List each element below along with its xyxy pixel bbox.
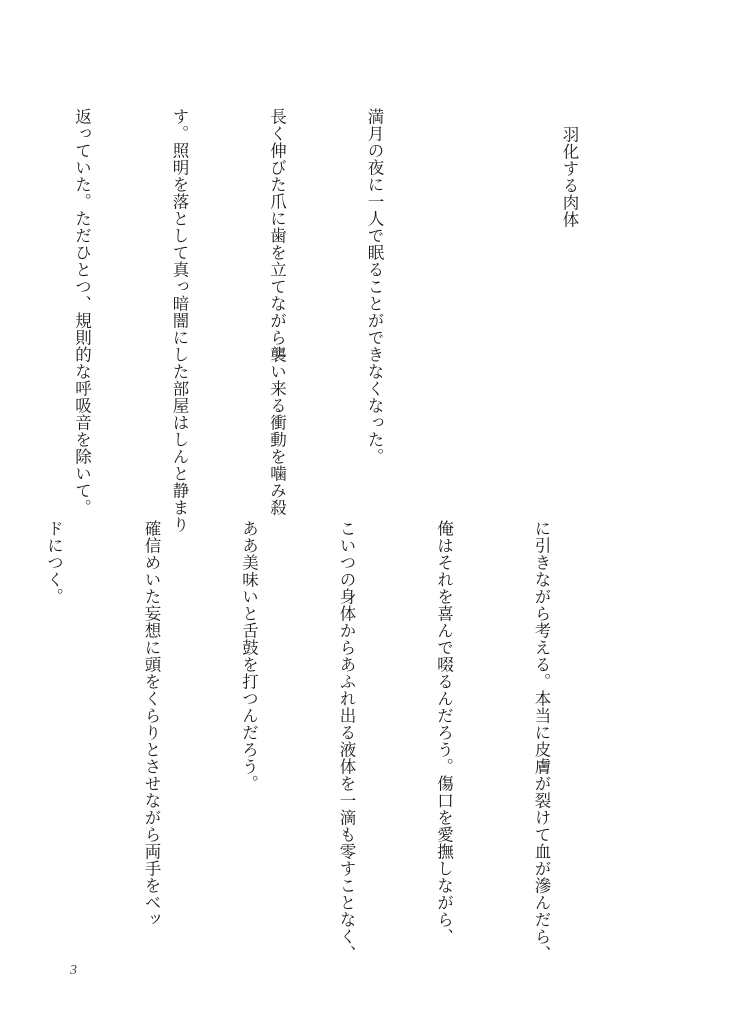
lower-text-column <box>0 520 622 962</box>
text-line: に引きながら考える。本当に皮膚が裂けて血が滲んだら、 <box>532 520 551 962</box>
story-title: 羽化する肉体 <box>560 126 579 228</box>
text-line: す。照明を落として真っ暗闇にした部屋はしんと静まり <box>170 108 189 533</box>
text-line: ああ美味いと舌鼓を打つんだろう。 <box>239 520 259 792</box>
upper-text-column <box>0 108 650 533</box>
text-line: ドにつく。 <box>44 520 64 605</box>
page-number: 3 <box>70 963 77 978</box>
text-line: 満月の夜に一人で眠ることができなくなった。 <box>365 108 384 465</box>
text-line: こいつの身体からあふれ出る液体を一滴も零すことなく、 <box>337 520 356 962</box>
text-line: 確信めいた妄想に頭をくらりとさせながら両手をベッ <box>142 520 161 928</box>
text-line: 俺はそれを喜んで啜るんだろう。傷口を愛撫しながら、 <box>434 520 454 945</box>
text-line: 長く伸びた爪に歯を立てながら襲い来る衝動を噛み殺 <box>267 108 287 516</box>
title-spacer <box>455 108 488 508</box>
text-line: 返っていた。ただひとつ、規則的な呼吸音を除いて。 <box>72 108 92 516</box>
